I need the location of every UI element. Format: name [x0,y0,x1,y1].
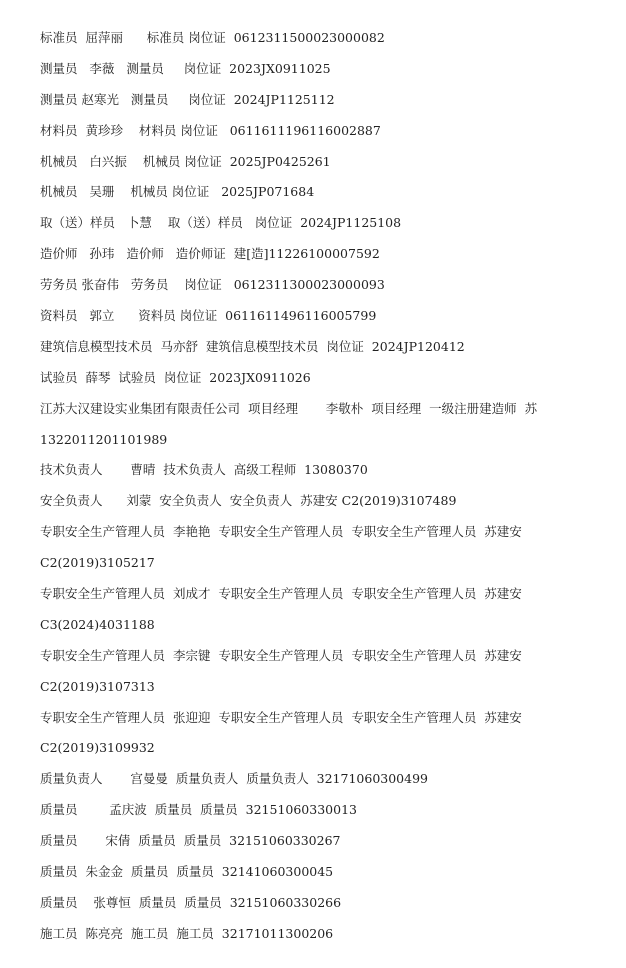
text-line: 质量负责人 宫曼曼 质量负责人 质量负责人 32171060300499 [40,771,428,787]
text-line: 1322011201101989 [40,431,168,447]
text-line: 劳务员 张奋伟 劳务员 岗位证 0612311300023000093 [40,277,385,293]
text-line: 施工员 陈亮亮 施工员 施工员 32171011300206 [40,925,334,941]
text-line: 技术负责人 曹晴 技术负责人 高级工程师 13080370 [40,462,368,478]
text-line: 质量员 朱金金 质量员 质量员 32141060300045 [40,864,334,880]
document-body [40,23,600,950]
text-line: 资料员 郭立 资料员 岗位证 0611611496116005799 [40,308,377,324]
text-line: C2(2019)3109932 [40,740,155,756]
text-line: 造价师 孙玮 造价师 造价师证 建[造]11226100007592 [40,246,380,262]
text-line: 专职安全生产管理人员 刘成才 专职安全生产管理人员 专职安全生产管理人员 苏建安 [40,586,522,602]
text-line: 建筑信息模型技术员 马亦舒 建筑信息模型技术员 岗位证 2024JP120412 [40,338,465,354]
text-line: C2(2019)3105217 [40,555,155,571]
text-line: 测量员 赵寒光 测量员 岗位证 2024JP1125112 [40,91,335,107]
text-line: 机械员 白兴振 机械员 岗位证 2025JP0425261 [40,153,331,169]
text-line: 试验员 薛琴 试验员 岗位证 2023JX0911026 [40,369,311,385]
text-line: 机械员 吴珊 机械员 岗位证 2025JP071684 [40,184,315,200]
text-line: 标准员 屈萍丽 标准员 岗位证 0612311500023000082 [40,30,385,45]
text-line: C2(2019)3107313 [40,678,155,694]
text-line: 专职安全生产管理人员 李宗键 专职安全生产管理人员 专职安全生产管理人员 苏建安 [40,647,522,663]
text-line: 江苏大汉建设实业集团有限责任公司 项目经理 李敬朴 项目经理 一级注册建造师 苏 [40,400,538,416]
text-line: 安全负责人 刘蒙 安全负责人 安全负责人 苏建安 C2(2019)3107489 [40,493,457,509]
text-line: 质量员 宋倩 质量员 质量员 32151060330267 [40,833,341,849]
text-line: 质量员 孟庆波 质量员 质量员 32151060330013 [40,802,357,818]
text-line: 取（送）样员 卜慧 取（送）样员 岗位证 2024JP1125108 [40,215,402,231]
text-line: 材料员 黄珍珍 材料员 岗位证 0611611196116002887 [40,122,381,138]
text-line: 测量员 李薇 测量员 岗位证 2023JX0911025 [40,60,331,76]
text-line: 专职安全生产管理人员 张迎迎 专职安全生产管理人员 专职安全生产管理人员 苏建安 [40,709,522,725]
text-line: 质量员 张尊恒 质量员 质量员 32151060330266 [40,894,342,910]
text-line: C3(2024)4031188 [40,616,155,632]
text-line: 专职安全生产管理人员 李艳艳 专职安全生产管理人员 专职安全生产管理人员 苏建安 [40,524,522,540]
